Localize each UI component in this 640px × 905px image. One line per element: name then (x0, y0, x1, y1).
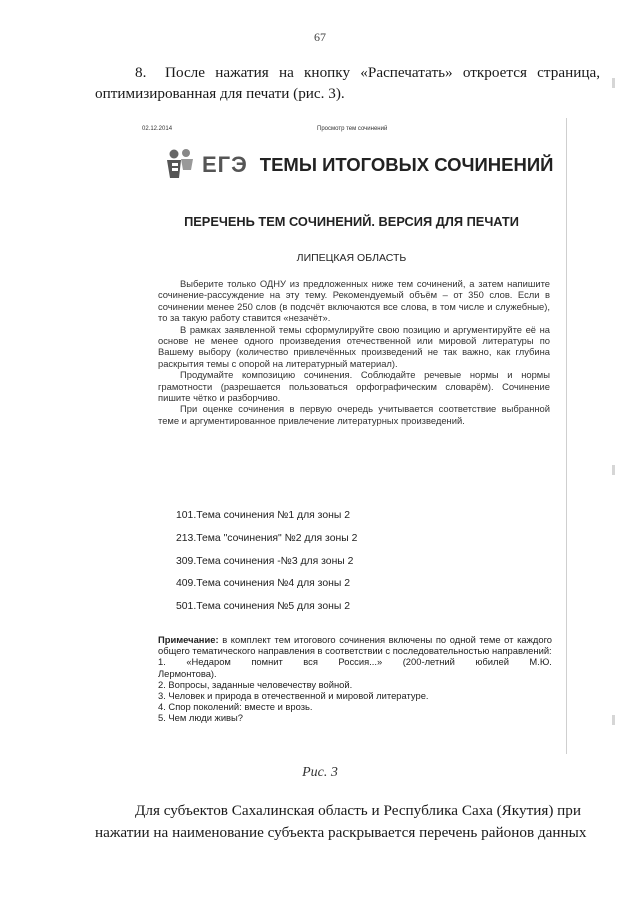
region-name: ЛИПЕЦКАЯ ОБЛАСТЬ (296, 252, 407, 264)
ege-logo-row (164, 148, 553, 182)
instructions (158, 278, 550, 426)
scan-margin-mark (612, 715, 615, 725)
figure-caption: Рис. 3 (302, 765, 338, 780)
scan-margin-mark (612, 465, 615, 475)
note-item-1-word: помнит (251, 656, 283, 668)
note-items (158, 656, 552, 723)
note-item-1-word: Россия...» (338, 656, 383, 668)
instruction-paragraph: Продумайте композицию сочинения. Соблюдайте речевые нормы и нормы грамотности (разрешается пользоваться орфографическим словарём). Сочинение пишите чётко и разборчиво. (158, 369, 550, 404)
outro-paragraph (95, 800, 600, 844)
note-item-1-word: (200-летний (402, 656, 455, 668)
ege-logo-icon (164, 148, 200, 182)
note-text: в комплект тем итогового сочинения включены по одной теме от каждого общего тематического направления в соответствии с последовательностью направлений: (158, 634, 552, 657)
print-page-title: Просмотр тем сочинений (317, 126, 388, 132)
instruction-paragraph: Выберите только ОДНУ из предложенных ниже тем сочинений, а затем напишите сочинение-рассуждение на эту тему. Рекомендуемый объём – от 350 слов. Если в сочинении менее 250 слов (в подсчёт включаются все слова, в том числе и служебные), то за такую работу ставится «незачёт». (158, 278, 550, 324)
intro-paragraph (95, 62, 600, 104)
intro-line-1: После нажатия на кнопку «Распечатать» откроется страница, (165, 64, 600, 81)
outro-line-1: Для субъектов Сахалинская область и Республика Саха (Якутия) при (135, 802, 582, 819)
note-item-1 (158, 656, 552, 667)
note-item: 3. Человек и природа в отечественной и мировой литературе. (158, 690, 429, 702)
note-block (158, 634, 552, 724)
topic-item: 101.Тема сочинения №1 для зоны 2 (176, 510, 350, 521)
note-item-1-word: М.Ю. (529, 656, 552, 668)
note-label: Примечание: (158, 634, 219, 645)
note-item-1-word: «Недаром (186, 656, 231, 668)
topic-item: 409.Тема сочинения №4 для зоны 2 (176, 578, 350, 590)
logo-title: ТЕМЫ ИТОГОВЫХ СОЧИНЕНИЙ (259, 154, 554, 175)
print-date: 02.12.2014 (142, 126, 173, 132)
scan-margin-mark (612, 78, 615, 88)
outro-line-2: нажатии на наименование субъекта раскрывается перечень районов данных (95, 824, 587, 841)
topic-item: 309.Тема сочинения -№3 для зоны 2 (176, 555, 354, 567)
ege-logo-text: ЕГЭ (202, 152, 248, 177)
note-item: 5. Чем люди живы? (158, 712, 243, 724)
topic-item: 501.Тема сочинения №5 для зоны 2 (176, 601, 350, 613)
doc-title: ПЕРЕЧЕНЬ ТЕМ СОЧИНЕНИЙ. ВЕРСИЯ ДЛЯ ПЕЧАТИ (184, 214, 519, 229)
instruction-paragraph: При оценке сочинения в первую очередь учитывается соответствие выбранной теме и аргументированное привлечение литературных произведений. (158, 403, 550, 426)
topic-item: 213.Тема "сочинения" №2 для зоны 2 (176, 532, 358, 544)
note-item-1-word: вся (303, 656, 318, 668)
topic-list (176, 510, 357, 624)
print-preview-figure (136, 118, 567, 754)
note-item-1-continued: Лермонтова). (158, 667, 217, 679)
instruction-paragraph: В рамках заявленной темы сформулируйте свою позицию и аргументируйте её на основе не менее одного произведения отечественной или мировой литературы по Вашему выбору (количество привлечённых произведений не так важно, как глубина раскрытия темы с опорой на литературный материал). (158, 323, 550, 369)
page-number: 67 (314, 30, 326, 44)
note-item-1-word: юбилей (475, 656, 509, 668)
note-item: 4. Спор поколений: вместе и врозь. (158, 701, 313, 713)
intro-item-number: 8. (135, 64, 147, 81)
intro-line-2: оптимизированная для печати (рис. 3). (95, 85, 345, 102)
note-item: 2. Вопросы, заданные человечеству войной. (158, 678, 353, 690)
note-item-1-number: 1. (158, 656, 166, 668)
